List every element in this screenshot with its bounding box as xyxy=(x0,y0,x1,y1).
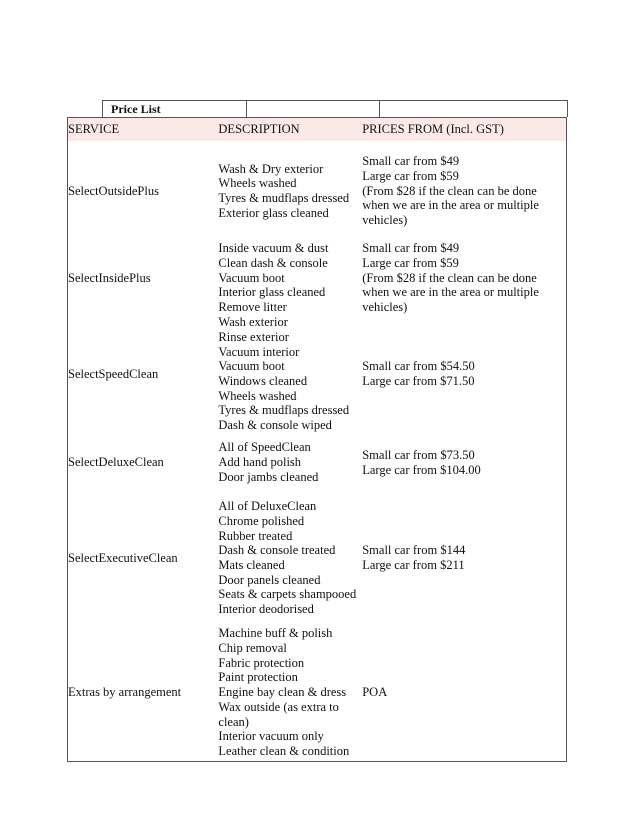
service-description xyxy=(218,315,362,433)
price-line: Small car from $54.50 xyxy=(362,359,475,374)
service-description xyxy=(218,241,362,315)
description-line: Paint protection xyxy=(218,670,298,685)
description-line: Interior vacuum only xyxy=(218,729,324,744)
table-row xyxy=(68,433,567,492)
description-line: Fabric protection xyxy=(218,655,305,670)
price-line: Large car from $59 xyxy=(362,168,459,183)
price-line: Large car from $211 xyxy=(362,558,465,572)
description-line: All of SpeedClean xyxy=(218,440,311,455)
description-line: Inside vacuum & dust xyxy=(218,241,329,256)
description-line: Vacuum boot xyxy=(218,270,285,285)
description-line: Tyres & mudflaps dressed xyxy=(218,403,350,418)
price-note: (From $28 if the clean can be done when we are in the area or multiple vehicles) xyxy=(362,183,539,228)
service-prices xyxy=(362,241,566,315)
description-line: Rubber treated xyxy=(218,528,293,543)
description-line: Wheels washed xyxy=(218,388,297,403)
description-line: Seats & carpets shampooed xyxy=(218,587,357,602)
empty-tab xyxy=(380,100,568,117)
price-line: Large car from $59 xyxy=(362,255,459,270)
price-line: POA xyxy=(362,685,388,700)
description-line: Wash exterior xyxy=(218,315,288,330)
service-prices xyxy=(362,624,566,762)
description-line: All of DeluxeClean xyxy=(218,499,317,514)
description-line: Wax outside (as extra to clean) xyxy=(218,699,339,729)
table-row xyxy=(68,141,567,241)
service-name: SelectSpeedClean xyxy=(68,366,159,381)
description-line: Add hand polish xyxy=(218,455,302,470)
service-prices xyxy=(362,141,566,241)
description-line: Tyres & mudflaps dressed xyxy=(218,191,350,205)
service-description xyxy=(218,624,362,762)
table-row xyxy=(68,492,567,624)
price-line: Large car from $71.50 xyxy=(362,374,475,388)
service-prices xyxy=(362,492,566,624)
service-name: SelectOutsidePlus xyxy=(68,183,159,198)
service-name: SelectDeluxeClean xyxy=(68,455,164,470)
description-line: Remove litter xyxy=(218,300,287,315)
description-line: Exterior glass cleaned xyxy=(218,205,329,220)
description-line: Chrome polished xyxy=(218,513,305,528)
description-line: Vacuum boot xyxy=(218,359,285,374)
service-name: Extras by arrangement xyxy=(68,685,182,700)
price-line: Large car from $104.00 xyxy=(362,462,481,477)
price-line: Small car from $73.50 xyxy=(362,447,475,462)
description-line: Windows cleaned xyxy=(218,374,308,388)
table-header-row xyxy=(68,118,567,142)
description-line: Dash & console wiped xyxy=(218,418,332,433)
price-line: Small car from $144 xyxy=(362,543,466,558)
price-table xyxy=(67,117,567,762)
service-description xyxy=(218,433,362,492)
description-line: Rinse exterior xyxy=(218,329,289,344)
description-line: Interior deodorised xyxy=(218,602,314,617)
description-line: Engine bay clean & dress xyxy=(218,685,347,700)
service-prices xyxy=(362,315,566,433)
description-line: Leather clean & condition xyxy=(218,743,350,758)
header-description: DESCRIPTION xyxy=(218,118,362,142)
price-line: Small car from $49 xyxy=(362,241,460,256)
description-line: Vacuum interior xyxy=(218,344,300,359)
description-line: Door panels cleaned xyxy=(218,572,321,587)
price-note: (From $28 if the clean can be done when we are in the area or multiple vehicles) xyxy=(362,270,539,315)
description-line: Machine buff & polish xyxy=(218,626,333,641)
description-line: Interior glass cleaned xyxy=(218,285,326,300)
header-prices: PRICES FROM (Incl. GST) xyxy=(362,118,566,142)
description-line: Clean dash & console xyxy=(218,255,328,270)
description-line: Door jambs cleaned xyxy=(218,469,319,484)
price-list-tab-row xyxy=(102,100,568,117)
description-line: Mats cleaned xyxy=(218,558,285,572)
description-line: Wash & Dry exterior xyxy=(218,161,324,176)
description-line: Wheels washed xyxy=(218,176,297,191)
price-list-tab: Price List xyxy=(102,100,247,117)
service-name: SelectExecutiveClean xyxy=(68,550,178,565)
service-description xyxy=(218,492,362,624)
empty-tab xyxy=(247,100,380,117)
price-line: Small car from $49 xyxy=(362,154,460,169)
header-service: SERVICE xyxy=(68,118,219,142)
service-prices xyxy=(362,433,566,492)
table-row xyxy=(68,315,567,433)
description-line: Chip removal xyxy=(218,641,287,656)
table-row xyxy=(68,241,567,315)
service-name: SelectInsidePlus xyxy=(68,270,151,285)
description-line: Dash & console treated xyxy=(218,543,336,558)
service-description xyxy=(218,141,362,241)
table-row xyxy=(68,624,567,762)
